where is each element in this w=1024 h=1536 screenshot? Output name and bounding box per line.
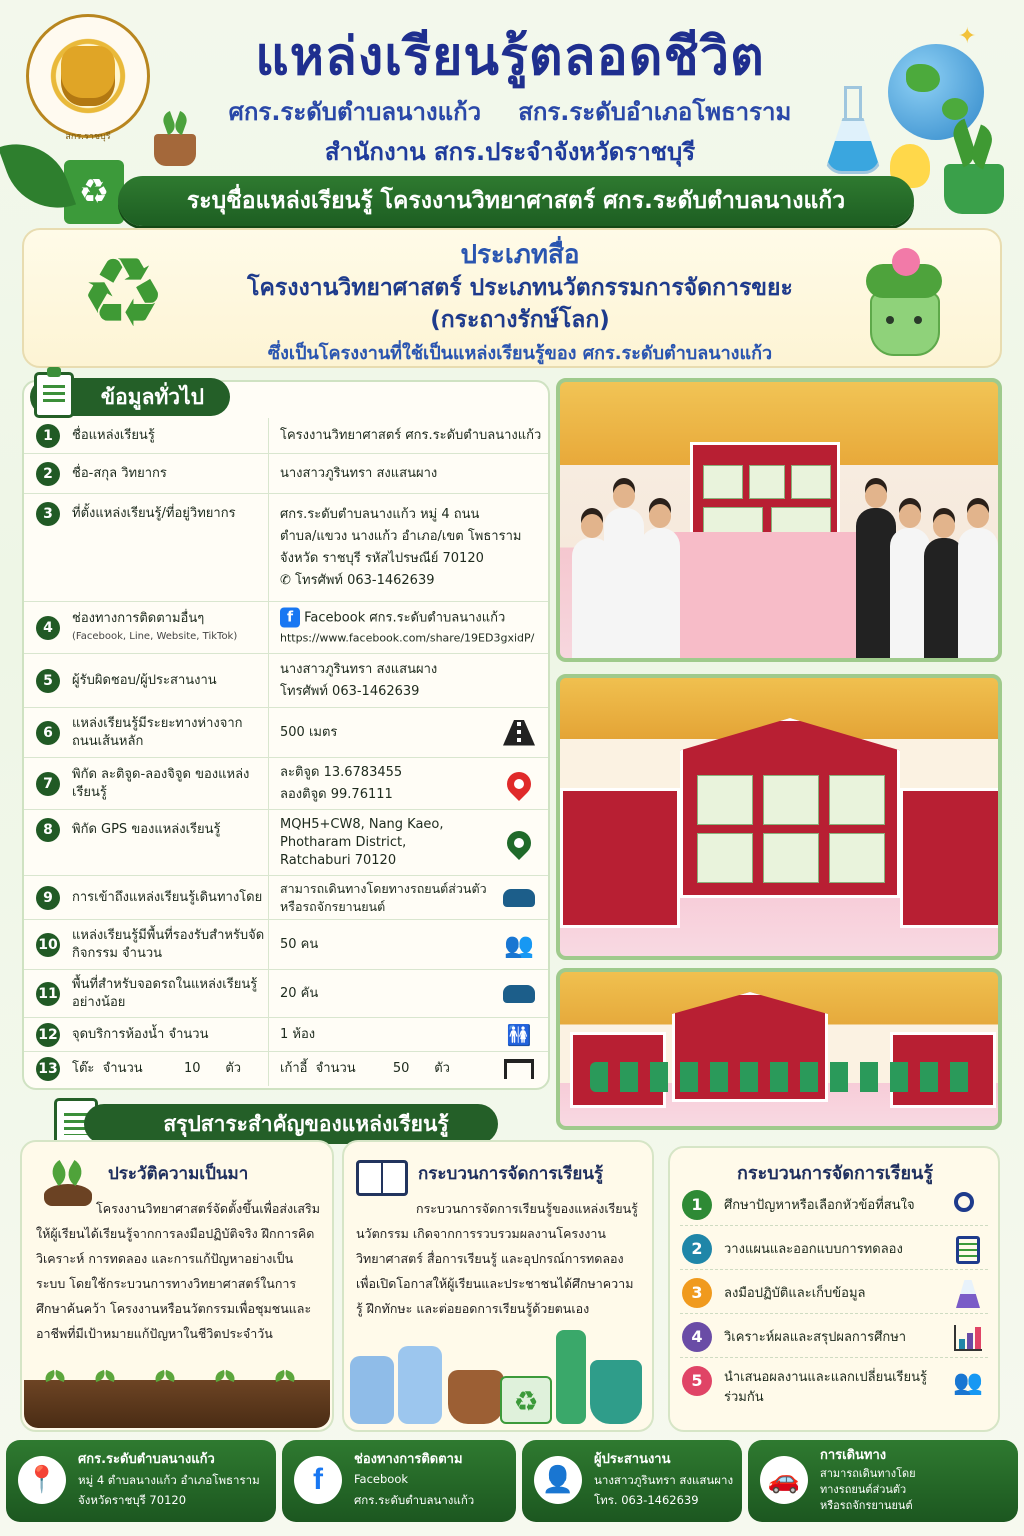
checklist-icon bbox=[952, 1234, 984, 1266]
media-type-heading: ประเภทสื่อ bbox=[460, 240, 580, 270]
footer-location-title: ศกร.ระดับตำบลนางแก้ว bbox=[78, 1452, 215, 1467]
step-2 bbox=[680, 1230, 988, 1270]
process-title: กระบวนการจัดการเรียนรู้ bbox=[418, 1164, 604, 1184]
info-row-11 bbox=[24, 970, 548, 1018]
car-icon: 🚗 bbox=[760, 1456, 808, 1504]
steps-title: กระบวนการจัดการเรียนรู้ bbox=[737, 1163, 933, 1184]
page-subtitle-office: สำนักงาน สกร.ประจำจังหวัดราชบุรี bbox=[324, 138, 696, 166]
media-type-line1: โครงงานวิทยาศาสตร์ ประเภทนวัตกรรมการจัดการขยะ bbox=[247, 275, 793, 301]
page-subtitle bbox=[150, 92, 870, 131]
row-label: แหล่งเรียนรู้มีพื้นที่รองรับสำหรับจัดกิจกรรม จำนวน bbox=[72, 927, 265, 961]
footer-travel-line3: หรือรถจักรยานยนต์ bbox=[820, 1499, 913, 1512]
row-value: 1 ห้อง bbox=[280, 1026, 316, 1042]
row-number: 1 bbox=[36, 424, 60, 448]
summary-heading: สรุปสาระสำคัญของแหล่งเรียนรู้ bbox=[84, 1104, 498, 1144]
footer-travel-line1: สามารถเดินทางโดย bbox=[820, 1467, 916, 1480]
row-label: ช่องทางการติดตามอื่นๆ (Facebook, Line, Website, TikTok) bbox=[72, 610, 268, 646]
footer-location bbox=[6, 1440, 276, 1522]
step-number: 4 bbox=[682, 1322, 712, 1352]
info-row-9 bbox=[24, 876, 548, 920]
seal-logo bbox=[26, 14, 150, 138]
info-row-13 bbox=[24, 1052, 548, 1086]
flask-icon bbox=[820, 86, 886, 176]
row-value: 50 คน bbox=[280, 936, 319, 952]
restroom-icon: 🚻 bbox=[506, 1022, 532, 1047]
row-label: จุดบริการห้องน้ำ จำนวน bbox=[72, 1026, 209, 1042]
phone-icon: ✆ bbox=[280, 572, 296, 588]
info-row-4 bbox=[24, 602, 548, 654]
recycle-icon: ♻ bbox=[79, 237, 167, 349]
parking-car-icon bbox=[502, 977, 536, 1011]
step-text: วิเคราะห์ผลและสรุปผลการศึกษา bbox=[724, 1329, 907, 1345]
row-number: 11 bbox=[36, 982, 60, 1006]
row-label: โต๊ะ จำนวน 10 ตัว bbox=[72, 1061, 242, 1076]
row-number: 4 bbox=[36, 616, 60, 640]
step-text: ลงมือปฏิบัติและเก็บข้อมูล bbox=[724, 1285, 866, 1301]
info-row-2 bbox=[24, 454, 548, 494]
row-number: 9 bbox=[36, 886, 60, 910]
footer-location-line1: หมู่ 4 ตำบลนางแก้ว อำเภอโพธาราม bbox=[78, 1473, 260, 1487]
potted-plant-icon bbox=[146, 110, 204, 168]
row-value: นางสาวภูรินทรา สงแสนผาง โทรศัพท์ 063-1462639 bbox=[280, 661, 438, 699]
user-icon: 👤 bbox=[534, 1456, 582, 1504]
row-label: แหล่งเรียนรู้มีระยะทางห่างจากถนนเส้นหลัก bbox=[72, 715, 243, 749]
row-value: เก้าอี้ จำนวน 50 ตัว bbox=[280, 1061, 450, 1076]
subtitle-left: ศกร.ระดับตำบลนางแก้ว bbox=[228, 98, 482, 126]
row-value: ละติจูด 13.6783455 ลองติจูด 99.76111 bbox=[280, 764, 403, 802]
row-label: พิกัด GPS ของแหล่งเรียนรู้ bbox=[72, 822, 221, 837]
sparkle-icon: ✦ bbox=[958, 24, 977, 49]
step-1 bbox=[680, 1186, 988, 1226]
media-type-line3: ซึ่งเป็นโครงงานที่ใช้เป็นแหล่งเรียนรู้ของ ศกร.ระดับตำบลนางแก้ว bbox=[267, 343, 773, 364]
info-row-3 bbox=[24, 494, 548, 602]
row-value: 20 คัน bbox=[280, 985, 319, 1001]
row-label: ชื่อแหล่งเรียนรู้ bbox=[72, 427, 155, 443]
row-number: 7 bbox=[36, 772, 60, 796]
car-icon bbox=[502, 881, 536, 915]
step-4 bbox=[680, 1318, 988, 1358]
table-chair-icon bbox=[502, 1052, 536, 1086]
bar-chart-icon bbox=[952, 1322, 984, 1354]
footer-coordinator bbox=[522, 1440, 742, 1522]
gps-pin-icon bbox=[502, 826, 536, 860]
row-value: MQH5+CW8, Nang Kaeo, Photharam District, Ratchaburi 70120 bbox=[280, 816, 444, 868]
book-icon bbox=[356, 1160, 408, 1196]
footer-coordinator-line1: นางสาวภูรินทรา สงแสนผาง bbox=[594, 1473, 734, 1487]
row-label: พื้นที่สำหรับจอดรถในแหล่งเรียนรู้อย่างน้อย bbox=[72, 976, 258, 1010]
footer-travel bbox=[748, 1440, 1018, 1522]
row-value bbox=[280, 607, 542, 648]
info-row-7 bbox=[24, 758, 548, 810]
row-label: พิกัด ละติจูด-ลองจิจูด ของแหล่งเรียนรู้ bbox=[72, 766, 250, 800]
step-number: 5 bbox=[682, 1366, 712, 1396]
soil-decoration bbox=[24, 1380, 330, 1428]
row-label: ชื่อ-สกุล วิทยากร bbox=[72, 465, 167, 481]
address-line-2: ตำบล/แขวง นางแก้ว อำเภอ/เขต โพธาราม bbox=[280, 528, 522, 544]
step-3 bbox=[680, 1274, 988, 1314]
people-share-icon: 👥 bbox=[953, 1368, 983, 1396]
footer-contact-title: ช่องทางการติดตาม bbox=[354, 1452, 463, 1467]
photo-exhibit-pots bbox=[556, 968, 1002, 1130]
map-pin-icon bbox=[502, 767, 536, 801]
address-line-3: จังหวัด ราชบุรี รหัสไปรษณีย์ 70120 bbox=[280, 550, 484, 566]
subtitle-right: สกร.ระดับอำเภอโพธาราม bbox=[518, 98, 792, 126]
row-number: 12 bbox=[36, 1023, 60, 1047]
magnifier-icon bbox=[952, 1190, 984, 1222]
row-label: ผู้รับผิดชอบ/ผู้ประสานงาน bbox=[72, 672, 217, 688]
footer-coordinator-line2: โทร. 063-1462639 bbox=[594, 1493, 699, 1507]
address-line-1: ศกร.ระดับตำบลนางแก้ว หมู่ 4 ถนน bbox=[280, 506, 480, 522]
footer-contact[interactable] bbox=[282, 1440, 516, 1522]
row-value: โครงงานวิทยาศาสตร์ ศกร.ระดับตำบลนางแก้ว bbox=[280, 427, 542, 443]
row-number: 3 bbox=[36, 502, 60, 526]
info-row-6 bbox=[24, 708, 548, 758]
step-number: 3 bbox=[682, 1278, 712, 1308]
history-title: ประวัติความเป็นมา bbox=[108, 1164, 249, 1184]
step-text: นำเสนอผลงานและแลกเปลี่ยนเรียนรู้ร่วมกัน bbox=[724, 1370, 927, 1405]
info-row-1 bbox=[24, 418, 548, 454]
row-label: ที่ตั้งแหล่งเรียนรู้/ที่อยู่วิทยากร bbox=[72, 506, 236, 521]
flask-icon bbox=[952, 1278, 984, 1310]
step-5 bbox=[680, 1362, 988, 1414]
step-number: 2 bbox=[682, 1234, 712, 1264]
photo-exhibit-board bbox=[556, 674, 1002, 960]
row-number: 13 bbox=[36, 1057, 60, 1081]
row-number: 5 bbox=[36, 669, 60, 693]
recycled-pots-decoration: ♻ bbox=[344, 1330, 648, 1430]
row-label: การเข้าถึงแหล่งเรียนรู้เดินทางโดย bbox=[72, 889, 263, 905]
photo-group-exhibit bbox=[556, 378, 1002, 662]
row-value: 500 เมตร bbox=[280, 724, 338, 740]
row-value bbox=[280, 504, 542, 592]
clipboard-icon bbox=[34, 372, 74, 418]
seal-caption: สกร.ราชบุรี bbox=[65, 132, 111, 142]
footer-contact-line2: ศกร.ระดับตำบลนางแก้ว bbox=[354, 1493, 475, 1507]
step-text: วางแผนและออกแบบการทดลอง bbox=[724, 1241, 903, 1257]
general-info-heading: ข้อมูลทั่วไป bbox=[30, 378, 230, 416]
row-sublabel: (Facebook, Line, Website, TikTok) bbox=[72, 630, 238, 642]
row-value: สามารถเดินทางโดยทางรถยนต์ส่วนตัว หรือรถจักรยานยนต์ bbox=[280, 880, 487, 914]
step-number: 1 bbox=[682, 1190, 712, 1220]
row-value: นางสาวภูรินทรา สงแสนผาง bbox=[280, 465, 438, 481]
footer-travel-line2: ทางรถยนต์ส่วนตัว bbox=[820, 1483, 907, 1496]
step-text: ศึกษาปัญหาหรือเลือกหัวข้อที่สนใจ bbox=[724, 1197, 915, 1213]
row-number: 2 bbox=[36, 462, 60, 486]
history-text: โครงงานวิทยาศาสตร์จัดตั้งขึ้นเพื่อส่งเสริมให้ผู้เรียนได้เรียนรู้จากการลงมือปฏิบัติจริง ฝึกการคิดวิเคราะห์ การทดลอง และการแก้ปัญหาอย่างเป็นระบบ โดยใช้กระบวนการทางวิทยาศาสตร์ในการศึกษาค้นคว้า โครงงานหรือนวัตกรรมเพื่อชุมชนและอาชีพที่มีเป้าหมายแก้ปัญหาในชีวิตประจำวัน bbox=[36, 1201, 320, 1341]
info-row-12 bbox=[24, 1018, 548, 1052]
recycle-bin-icon: ♻ bbox=[64, 160, 124, 224]
info-row-8 bbox=[24, 810, 548, 876]
facebook-icon: f bbox=[294, 1456, 342, 1504]
footer-contact-line1: Facebook bbox=[354, 1472, 409, 1486]
info-row-10 bbox=[24, 920, 548, 970]
location-pin-icon: 📍 bbox=[18, 1456, 66, 1504]
road-icon bbox=[502, 716, 536, 750]
footer-location-line2: จังหวัดราชบุรี 70120 bbox=[78, 1493, 187, 1507]
people-icon: 👥 bbox=[504, 930, 534, 959]
row-number: 10 bbox=[36, 933, 60, 957]
info-row-5 bbox=[24, 654, 548, 708]
page-title: แหล่งเรียนรู้ตลอดชีวิต bbox=[255, 28, 765, 86]
flower-pot-icon bbox=[856, 242, 952, 360]
row-number: 6 bbox=[36, 721, 60, 745]
green-pot-icon bbox=[936, 120, 1010, 216]
facebook-icon: f bbox=[280, 607, 300, 627]
phone-line: ✆ โทรศัพท์ 063-1462639 bbox=[280, 572, 435, 588]
footer-coordinator-title: ผู้ประสานงาน bbox=[594, 1452, 671, 1467]
facebook-line[interactable]: f Facebook ศกร.ระดับตำบลนางแก้ว bbox=[280, 607, 542, 628]
section-banner: ระบุชื่อแหล่งเรียนรู้ โครงงานวิทยาศาสตร์ ศกร.ระดับตำบลนางแก้ว bbox=[118, 176, 914, 226]
facebook-url[interactable]: https://www.facebook.com/share/19ED3gxidP/ bbox=[280, 631, 535, 644]
process-text: กระบวนการจัดการเรียนรู้ของแหล่งเรียนรู้นวัตกรรม เกิดจากการรวบรวมผลงานโครงงานวิทยาศาสตร์ สื่อการเรียนรู้ และอุปกรณ์การทดลองเพื่อเปิดโอกาสให้ผู้เรียนและประชาชนได้ศึกษาความรู้ ฝึกทักษะ และต่อยอดการเรียนรู้ด้วยตนเอง bbox=[356, 1201, 638, 1316]
media-type-line2: (กระถางรักษ์โลก) bbox=[430, 307, 610, 333]
row-number: 8 bbox=[36, 818, 60, 842]
footer-travel-title: การเดินทาง bbox=[820, 1448, 887, 1463]
